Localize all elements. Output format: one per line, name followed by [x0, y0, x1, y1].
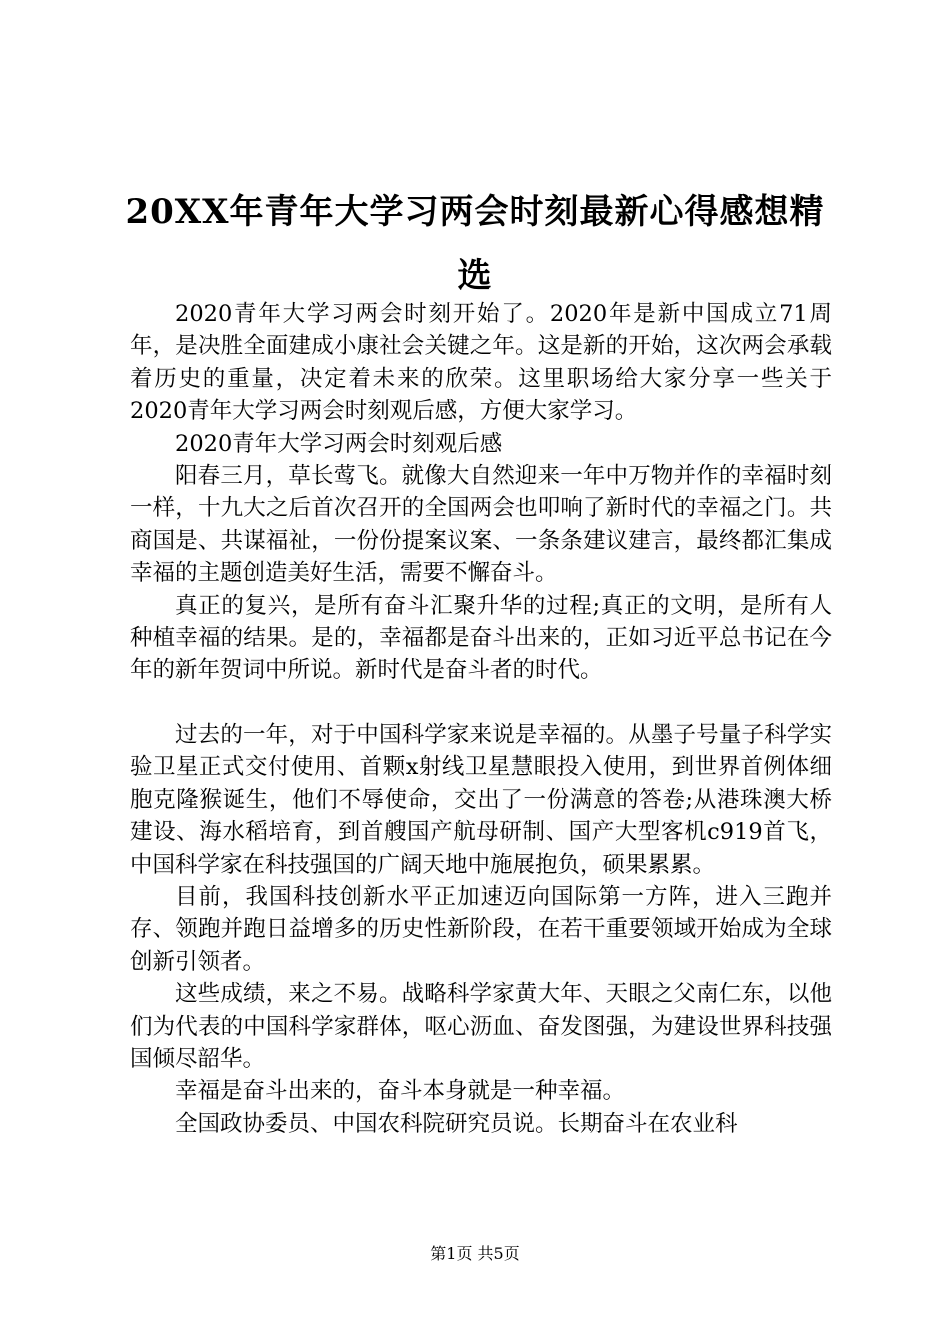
paragraph: 过去的一年，对于中国科学家来说是幸福的。从墨子号量子科学实验卫星正式交付使用、首颗x射线卫星慧眼投入使用，到世界首例体细胞克隆猴诞生，他们不辱使命，交出了一份满意的答卷;从港珠澳大桥建设、海水稻培育，到首艘国产航母研制、国产大型客机c919首飞，中国科学家在科技强国的广阔天地中施展抱负，硕果累累。	[130, 721, 832, 878]
paragraph: 阳春三月，草长莺飞。就像大自然迎来一年中万物并作的幸福时刻一样，十九大之后首次召开的全国两会也叩响了新时代的幸福之门。共商国是、共谋福祉，一份份提案议案、一条条建议建言，最终都汇集成幸福的主题创造美好生活，需要不懈奋斗。	[130, 463, 832, 587]
paragraph: 幸福是奋斗出来的，奋斗本身就是一种幸福。	[175, 1078, 626, 1105]
paragraph-intro: 2020青年大学习两会时刻开始了。2020年是新中国成立71周年，是决胜全面建成小康社会关键之年。这是新的开始，这次两会承载着历史的重量，决定着未来的欣荣。这里职场给大家分享一些关于2020青年大学习两会时刻观后感，方便大家学习。	[130, 301, 832, 425]
paragraph: 真正的复兴，是所有奋斗汇聚升华的过程;真正的文明，是所有人种植幸福的结果。是的，幸福都是奋斗出来的，正如习近平总书记在今年的新年贺词中所说。新时代是奋斗者的时代。	[130, 592, 832, 684]
document-title: 20XX年青年大学习两会时刻最新心得感想精选	[125, 192, 825, 296]
page-number-footer: 第1页 共5页	[430, 1244, 520, 1263]
paragraph: 目前，我国科技创新水平正加速迈向国际第一方阵，进入三跑并存、领跑并跑日益增多的历史性新阶段，在若干重要领域开始成为全球创新引领者。	[130, 883, 832, 975]
paragraph: 这些成绩，来之不易。战略科学家黄大年、天眼之父南仁东，以他们为代表的中国科学家群体，呕心沥血、奋发图强，为建设世界科技强国倾尽韶华。	[130, 981, 832, 1072]
paragraph-subheading: 2020青年大学习两会时刻观后感	[175, 430, 503, 457]
document-body	[130, 298, 832, 1140]
paragraph: 全国政协委员、中国农科院研究员说。长期奋斗在农业科	[175, 1110, 738, 1137]
